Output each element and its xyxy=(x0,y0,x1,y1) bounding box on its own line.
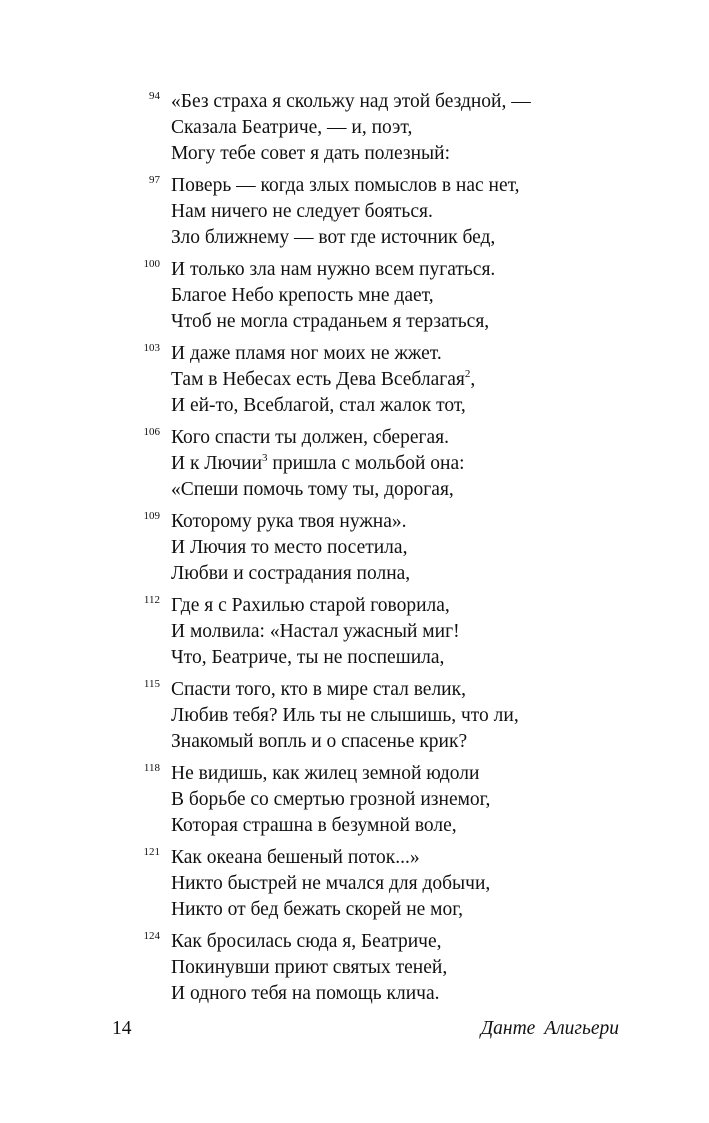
verse-line: Поверь — когда злых помыслов в нас нет, xyxy=(171,175,520,196)
verse-line xyxy=(171,367,475,395)
footnote-mark[interactable]: 2 xyxy=(464,368,471,380)
page-number: 14 xyxy=(112,1018,132,1039)
verse-line: Могу тебе совет я дать полезный: xyxy=(171,143,450,164)
verse-line: Никто от бед бежать скорей не мог, xyxy=(171,899,463,920)
verse-line xyxy=(171,451,465,479)
verse-line: Чтоб не могла страданьем я терзаться, xyxy=(171,311,490,332)
line-number: 103 xyxy=(143,342,160,354)
line-number: 109 xyxy=(143,510,160,522)
verse-line: «Спеши помочь тому ты, дорогая, xyxy=(171,479,454,500)
verse-text: , xyxy=(470,369,476,390)
verse-line: И Лючия то место посетила, xyxy=(171,537,408,558)
footnote-mark[interactable]: 3 xyxy=(262,452,268,464)
line-number: 124 xyxy=(143,930,160,942)
verse-line: Которому рука твоя нужна». xyxy=(171,511,407,532)
line-number: 121 xyxy=(143,846,160,858)
verse-line: Благое Небо крепость мне дает, xyxy=(171,285,434,306)
verse-line: Нам ничего не следует бояться. xyxy=(171,201,433,222)
line-number: 115 xyxy=(143,678,160,690)
verse-text: Там в Небесах есть Дева Всеблагая xyxy=(171,369,465,390)
verse-line: Знакомый вопль и о спасенье крик? xyxy=(171,731,468,752)
line-number: 100 xyxy=(143,258,160,270)
verse-line: «Без страха я скольжу над этой бездной, — xyxy=(171,91,531,112)
verse-text: И к Лючии xyxy=(171,453,263,474)
line-number: 106 xyxy=(143,426,160,438)
verse-line: И только зла нам нужно всем пугаться. xyxy=(171,259,496,280)
verse-line: Где я с Рахилью старой говорила, xyxy=(171,595,450,616)
verse-line: И ей-то, Всеблагой, стал жалок тот, xyxy=(171,395,466,416)
verse-line: И даже пламя ног моих не жжет. xyxy=(171,343,442,364)
verse-line: Покинувши приют святых теней, xyxy=(171,957,448,978)
verse-text: пришла с мольбой она: xyxy=(267,453,465,474)
verse-line: Не видишь, как жилец земной юдоли xyxy=(171,763,480,784)
verse-line: Никто быстрей не мчался для добычи, xyxy=(171,873,491,894)
verse-line: В борьбе со смертью грозной изнемог, xyxy=(171,789,491,810)
verse-line: Сказала Беатриче, — и, поэт, xyxy=(171,117,413,138)
line-number: 97 xyxy=(149,174,160,186)
verse-line: Как океана бешеный поток...» xyxy=(171,847,420,868)
verse-line: Зло ближнему — вот где источник бед, xyxy=(171,227,496,248)
verse-line: Как бросилась сюда я, Беатриче, xyxy=(171,931,442,952)
line-number: 112 xyxy=(143,594,160,606)
verse-line: Любив тебя? Иль ты не слышишь, что ли, xyxy=(171,705,519,726)
verse-line: Что, Беатриче, ты не поспешила, xyxy=(171,647,445,668)
verse-line: Спасти того, кто в мире стал велик, xyxy=(171,679,466,700)
running-footer-author: Данте Алигьери xyxy=(480,1018,619,1039)
verse-line: Которая страшна в безумной воле, xyxy=(171,815,457,836)
line-number: 118 xyxy=(143,762,160,774)
verse-line: И молвила: «Настал ужасный миг! xyxy=(171,621,460,642)
verse-line: Любви и сострадания полна, xyxy=(171,563,411,584)
verse-line: И одного тебя на помощь клича. xyxy=(171,983,440,1004)
line-number: 94 xyxy=(149,90,160,102)
verse-line: Кого спасти ты должен, сберегая. xyxy=(171,427,449,448)
